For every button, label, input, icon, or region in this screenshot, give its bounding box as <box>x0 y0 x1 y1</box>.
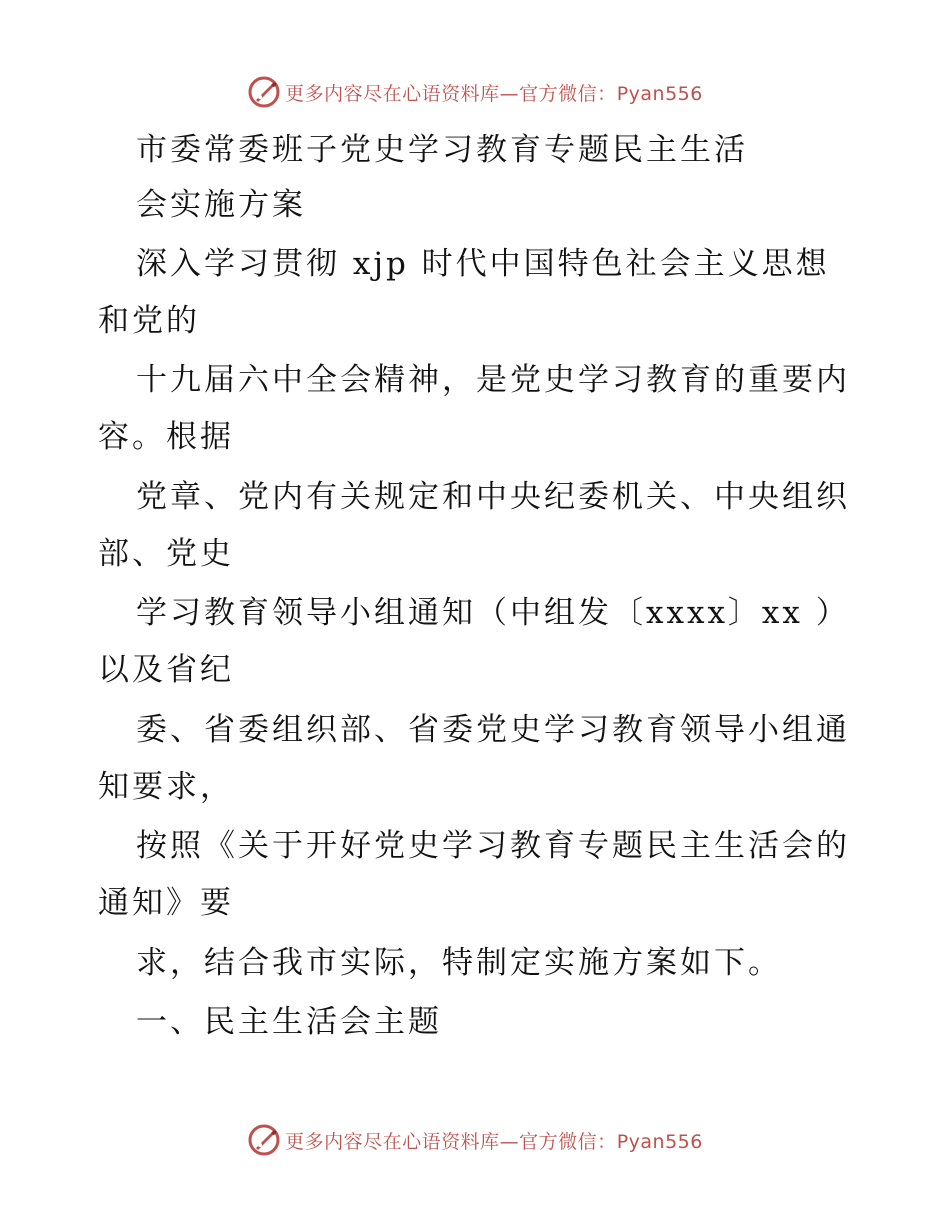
watermark-main: 更多内容尽在心语资料库 <box>285 1130 500 1153</box>
watermark-separator: — <box>499 1130 520 1153</box>
watermark-label: 官方微信： <box>519 1130 617 1153</box>
paragraph-line: 求，结合我市实际，特制定实施方案如下。 <box>136 945 782 981</box>
quill-logo-icon <box>247 1123 281 1157</box>
paragraph-line: 通知》要 <box>98 885 234 921</box>
quill-logo-icon <box>247 75 281 109</box>
watermark-footer <box>0 1120 950 1160</box>
watermark-account: Pyan556 <box>616 82 703 105</box>
document-title-line-2: 会实施方案 <box>136 187 306 223</box>
watermark-separator: — <box>499 82 520 105</box>
paragraph-line: 深入学习贯彻 xjp 时代中国特色社会主义思想 <box>136 246 830 282</box>
watermark-text <box>285 1127 703 1154</box>
watermark-text <box>285 79 703 106</box>
paragraph-line: 容。根据 <box>98 419 234 455</box>
section-heading: 一、民主生活会主题 <box>136 1004 442 1040</box>
watermark-label: 官方微信： <box>519 82 617 105</box>
paragraph-line: 学习教育领导小组通知（中组发〔xxxx〕xx ） <box>136 595 850 631</box>
paragraph-line: 委、省委组织部、省委党史学习教育领导小组通 <box>136 712 850 748</box>
watermark-main: 更多内容尽在心语资料库 <box>285 82 500 105</box>
paragraph-line: 十九届六中全会精神，是党史学习教育的重要内 <box>136 362 850 398</box>
paragraph-line: 以及省纪 <box>98 652 234 688</box>
paragraph-line: 和党的 <box>98 303 200 339</box>
paragraph-line: 部、党史 <box>98 536 234 572</box>
document-title-line-1: 市委常委班子党史学习教育专题民主生活 <box>136 132 748 168</box>
paragraph-line: 按照《关于开好党史学习教育专题民主生活会的 <box>136 828 850 864</box>
watermark-account: Pyan556 <box>616 1130 703 1153</box>
paragraph-line: 知要求， <box>98 769 234 805</box>
paragraph-line: 党章、党内有关规定和中央纪委机关、中央组织 <box>136 479 850 515</box>
watermark-header <box>0 72 950 112</box>
